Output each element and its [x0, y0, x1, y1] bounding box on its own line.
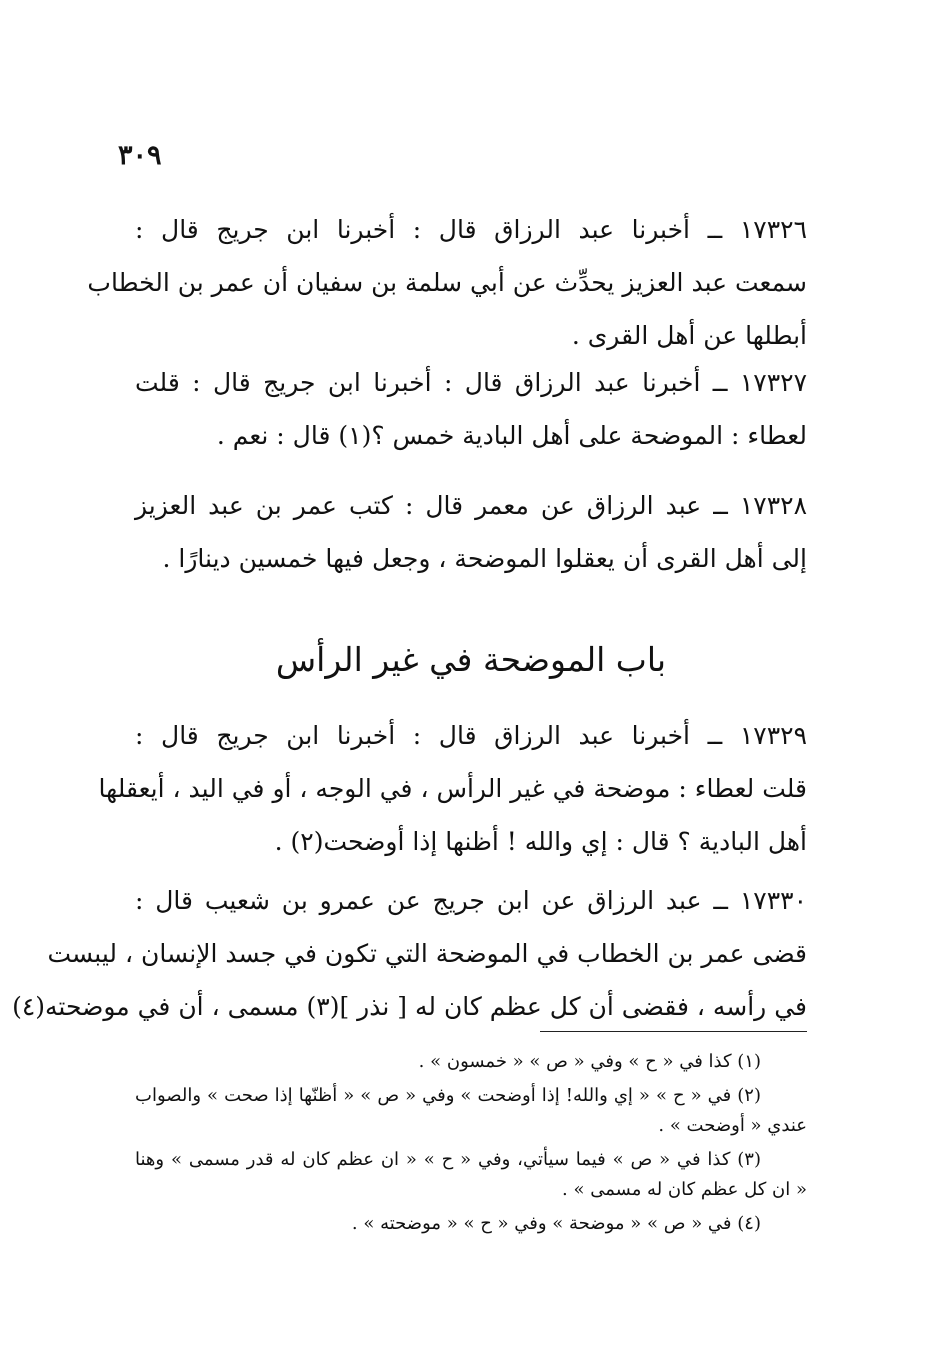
footnotes: [135, 1047, 807, 1243]
paragraph-line: في رأسه ، فقضى أن كل عظم كان له [ نذر ](٣) مسمى ، أن في موضحته(٤): [12, 992, 807, 1021]
footnote-4: [135, 1209, 807, 1239]
paragraph-line: قضى عمر بن الخطاب في الموضحة التي تكون في جسد الإنسان ، ليبست: [47, 939, 807, 968]
paragraph-line: ١٧٣٢٩ ــ أخبرنا عبد الرزاق قال : أخبرنا ابن جريج قال :: [135, 721, 807, 750]
footnote-1: [135, 1047, 807, 1077]
footnote-line: « ان كل عظم كان له مسمى » .: [562, 1179, 807, 1200]
footnote-line: (١) كذا في « ح » وفي « ص » « خمسون » .: [418, 1051, 761, 1072]
paragraph-line: ١٧٣٢٨ ــ عبد الرزاق عن معمر قال : كتب عمر بن عبد العزيز: [135, 491, 807, 520]
paragraph-line: قلت لعطاء : موضحة في غير الرأس ، في الوجه ، أو في اليد ، أيعقلها: [98, 774, 807, 803]
paragraph-line: أبطلها عن أهل القرى .: [571, 321, 807, 350]
paragraph-line: سمعت عبد العزيز يحدِّث عن أبي سلمة بن سفيان أن عمر بن الخطاب: [87, 268, 807, 297]
footnote-divider: [540, 1031, 807, 1032]
hadith-17328: [135, 479, 807, 585]
footnote-line: (٢) في « ح » « إي والله! إذا أوضحت » وفي « ص » « أظنّها إذا صحت » والصواب: [135, 1085, 761, 1106]
paragraph-line: إلى أهل القرى أن يعقلوا الموضحة ، وجعل فيها خمسين دينارًا .: [162, 544, 807, 573]
hadith-17330: [12, 874, 807, 1033]
paragraph-line: ١٧٣٢٧ ــ أخبرنا عبد الرزاق قال : أخبرنا ابن جريج قال : قلت: [135, 368, 807, 397]
hadith-17329: [98, 709, 807, 868]
paragraph-line: أهل البادية ؟ قال : إي والله ! أظنها إذا أوضحت(٢) .: [274, 827, 807, 856]
hadith-17327: [135, 356, 807, 462]
paragraph-line: لعطاء : الموضحة على أهل البادية خمس ؟(١) قال : نعم .: [216, 421, 807, 450]
hadith-17326: [87, 203, 807, 362]
page-number: ٣٠٩: [118, 140, 162, 171]
paragraph-line: ١٧٣٢٦ ــ أخبرنا عبد الرزاق قال : أخبرنا ابن جريج قال :: [135, 215, 807, 244]
paragraph-line: ١٧٣٣٠ ــ عبد الرزاق عن ابن جريج عن عمرو بن شعيب قال :: [135, 886, 807, 915]
footnote-2: [135, 1081, 807, 1141]
footnote-line: (٣) كذا في « ص » فيما سيأتي، وفي « ح » « ان عظم كان له قدر مسمى » وهنا: [135, 1149, 761, 1170]
footnote-line: عندي « أوضحت » .: [658, 1115, 807, 1136]
footnote-line: (٤) في « ص » « موضحة » وفي « ح » « موضحته » .: [351, 1213, 761, 1234]
section-title: باب الموضحة في غير الرأس: [275, 640, 667, 679]
footnote-3: [135, 1145, 807, 1205]
